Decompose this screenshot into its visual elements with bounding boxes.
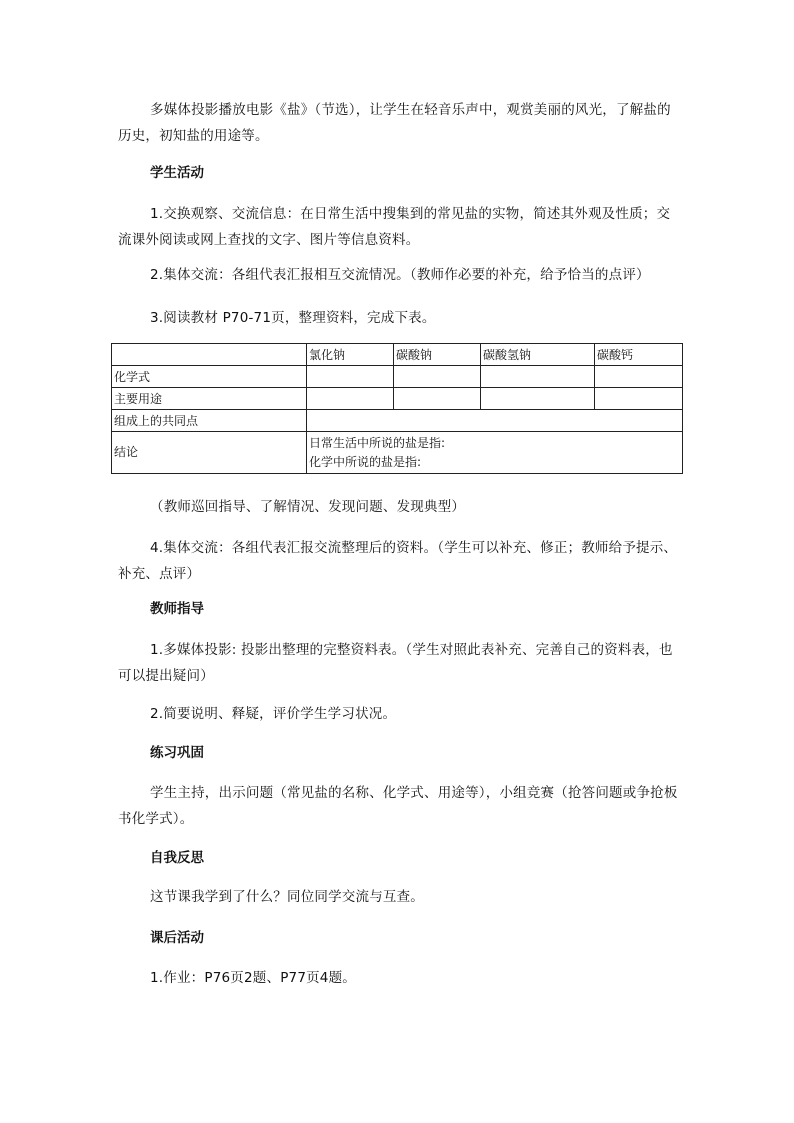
table-header-cell	[112, 344, 307, 366]
table-header-cell: 碳酸钙	[595, 344, 683, 366]
row-label: 组成上的共同点	[112, 410, 307, 432]
conclusion-line-daily: 日常生活中所说的盐是指:	[309, 435, 446, 450]
table-cell	[595, 366, 683, 388]
row-label: 化学式	[112, 366, 307, 388]
table-header-cell: 碳酸钠	[394, 344, 481, 366]
heading-after-class: 课后活动	[150, 930, 204, 946]
row-label: 主要用途	[112, 388, 307, 410]
student-activity-item-1: 1.交换观察、交流信息：在日常生活中搜集到的常见盐的实物，简述其外观及性质；交流课外阅读或网上查找的文字、图片等信息资料。	[118, 206, 671, 248]
student-activity-item-4: 4.集体交流：各组代表汇报交流整理后的资料。（学生可以补充、修正；教师给予提示、补充、点评）	[118, 540, 678, 582]
table-cell	[307, 388, 394, 410]
student-activity-item-3: 3.阅读教材 P70-71页，整理资料，完成下表。	[150, 310, 436, 326]
table-cell	[307, 410, 683, 432]
conclusion-line-chemistry: 化学中所说的盐是指:	[309, 454, 422, 469]
table-row-formula	[112, 366, 683, 388]
table-cell	[307, 366, 394, 388]
student-activity-item-2: 2.集体交流：各组代表汇报相互交流情况。（教师作必要的补充，给予恰当的点评）	[150, 267, 650, 283]
conclusion-cell	[307, 432, 683, 474]
salt-data-table	[111, 343, 682, 474]
table-row-conclusion	[112, 432, 683, 474]
table-row-common	[112, 410, 683, 432]
table-cell	[481, 388, 595, 410]
teacher-guidance-item-1: 1.多媒体投影: 投影出整理的完整资料表。（学生对照此表补充、完善自己的资料表，也可以提出疑问）	[118, 642, 673, 684]
table-header-row	[112, 344, 683, 366]
table-header-cell: 氯化钠	[307, 344, 394, 366]
table-cell	[394, 366, 481, 388]
heading-reflection: 自我反思	[150, 850, 204, 866]
intro-paragraph: 多媒体投影播放电影《盐》（节选），让学生在轻音乐声中，观赏美丽的风光，了解盐的历史，初知盐的用途等。	[118, 102, 671, 144]
row-label: 结论	[112, 432, 307, 474]
heading-practice: 练习巩固	[150, 745, 204, 761]
teacher-guidance-item-2: 2.简要说明、释疑，评价学生学习状况。	[150, 706, 397, 722]
table-cell	[394, 388, 481, 410]
heading-teacher-guidance: 教师指导	[150, 601, 204, 617]
table-header-cell: 碳酸氢钠	[481, 344, 595, 366]
practice-text: 学生主持，出示问题（常见盐的名称、化学式、用途等），小组竞赛（抢答问题或争抢板书化学式）。	[118, 785, 678, 827]
after-class-text: 1.作业：P76页2题、P77页4题。	[150, 970, 356, 986]
heading-student-activity: 学生活动	[150, 165, 204, 181]
reflection-text: 这节课我学到了什么？同位同学交流与互查。	[150, 889, 424, 905]
table-cell	[481, 366, 595, 388]
teacher-note: （教师巡回指导、了解情况、发现问题、发现典型）	[150, 499, 466, 515]
table-cell	[595, 388, 683, 410]
table-row-usage	[112, 388, 683, 410]
